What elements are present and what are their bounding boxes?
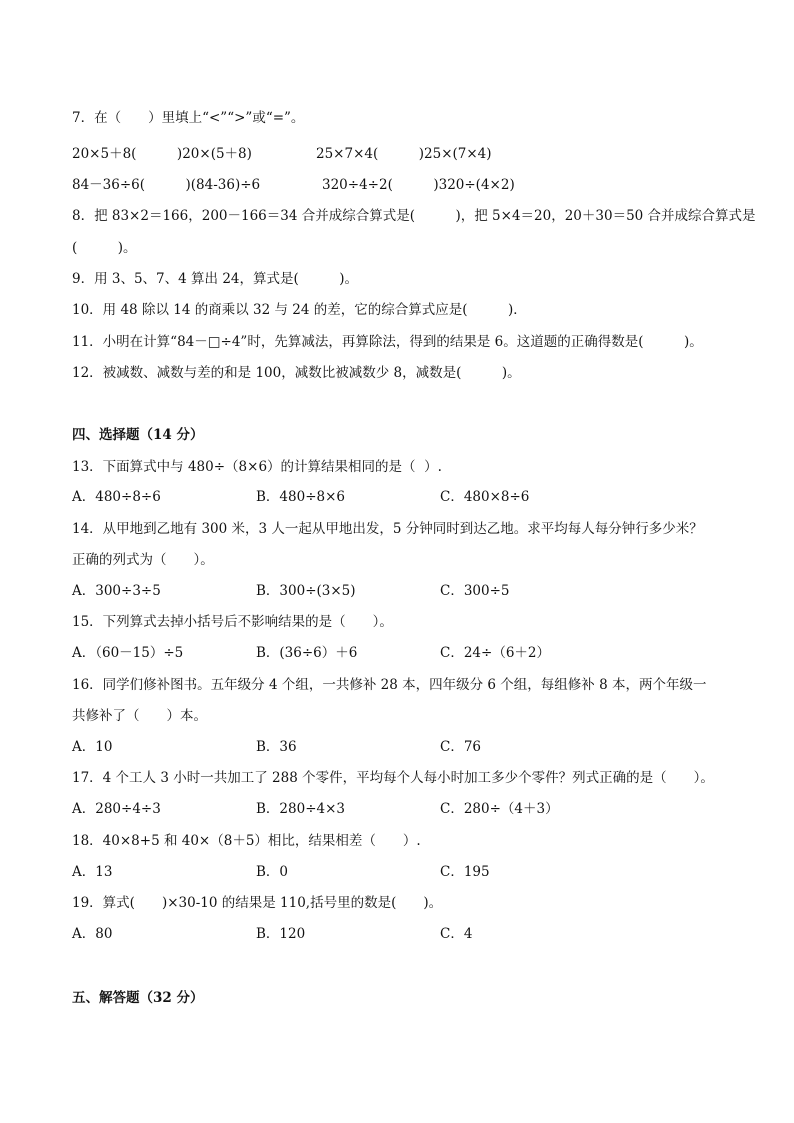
- q15-option-a: A．（60－15）÷5: [72, 645, 184, 661]
- q12-text: 12．被减数、减数与差的和是 100，减数比被减数少 8，减数是( )。: [72, 365, 521, 381]
- section-4-heading: 四、选择题（14 分）: [72, 427, 204, 443]
- q14-line-1: 14．从甲地到乙地有 300 米，3 人一起从甲地出发，5 分钟同时到达乙地。求平均每人每分钟行多少米？: [72, 521, 703, 537]
- q19-option-c: C．4: [440, 926, 473, 942]
- q18-stem: 18．40×8+5 和 40×（8＋5）相比，结果相差（ ）.: [72, 833, 421, 849]
- q8-line-1: 8．把 83×2＝166，200－166＝34 合并成综合算式是( )，把 5×4＝20，20＋30＝50 合并成综合算式是: [72, 208, 756, 224]
- q19-stem: 19．算式( )×30-10 的结果是 110,括号里的数是( )。: [72, 895, 443, 911]
- q13-option-b: B．480÷8×6: [256, 489, 345, 505]
- q18-option-a: A．13: [72, 864, 113, 880]
- q18-option-b: B．0: [256, 864, 289, 880]
- q15-stem: 15．下列算式去掉小括号后不影响结果的是（ ）。: [72, 614, 393, 630]
- q17-option-a: A．280÷4÷3: [72, 801, 161, 817]
- q7-item-4: 320÷4÷2( )320÷(4×2): [322, 177, 515, 193]
- q7-item-2: 25×7×4( )25×(7×4): [316, 146, 492, 162]
- q14-option-c: C．300÷5: [440, 583, 510, 599]
- q9-text: 9．用 3、5、7、4 算出 24，算式是( )。: [72, 271, 359, 287]
- q16-option-a: A．10: [72, 739, 113, 755]
- q13-stem: 13．下面算式中与 480÷（8×6）的计算结果相同的是（ ）.: [72, 459, 442, 475]
- q19-option-b: B．120: [256, 926, 306, 942]
- q19-option-a: A．80: [72, 926, 113, 942]
- q13-option-c: C．480×8÷6: [440, 489, 530, 505]
- q14-line-2: 正确的列式为（ ）。: [72, 552, 214, 568]
- section-5-heading: 五、解答题（32 分）: [72, 990, 204, 1006]
- q16-option-b: B．36: [256, 739, 297, 755]
- q7-item-3: 84－36÷6( )(84-36)÷6: [72, 177, 261, 193]
- q16-option-c: C．76: [440, 739, 482, 755]
- q8-line-2: ( )。: [72, 240, 137, 256]
- q14-option-b: B．300÷(3×5): [256, 583, 356, 599]
- q13-option-a: A．480÷8÷6: [72, 489, 161, 505]
- q7-stem: 7．在（ ）里填上“<”“>”或“=”。: [72, 110, 305, 126]
- q14-option-a: A．300÷3÷5: [72, 583, 161, 599]
- q11-text: 11．小明在计算“84－□÷4”时，先算减法，再算除法，得到的结果是 6。这道题的正确得数是( )。: [72, 334, 703, 350]
- q17-option-c: C．280÷（4＋3）: [440, 801, 559, 817]
- q18-option-c: C．195: [440, 864, 490, 880]
- q10-text: 10．用 48 除以 14 的商乘以 32 与 24 的差，它的综合算式应是( )．: [72, 302, 527, 318]
- q17-stem: 17．4 个工人 3 小时一共加工了 288 个零件，平均每个人每小时加工多少个零件？列式正确的是（ ）。: [72, 770, 714, 786]
- q15-option-b: B．(36÷6）＋6: [256, 645, 358, 661]
- q17-option-b: B．280÷4×3: [256, 801, 345, 817]
- q15-option-c: C．24÷（6＋2）: [440, 645, 550, 661]
- q16-line-2: 共修补了（ ）本。: [72, 708, 207, 724]
- q7-item-1: 20×5＋8( )20×(5＋8): [72, 146, 252, 162]
- q16-line-1: 16．同学们修补图书。五年级分 4 个组，一共修补 28 本，四年级分 6 个组，每组修补 8 本，两个年级一: [72, 677, 707, 693]
